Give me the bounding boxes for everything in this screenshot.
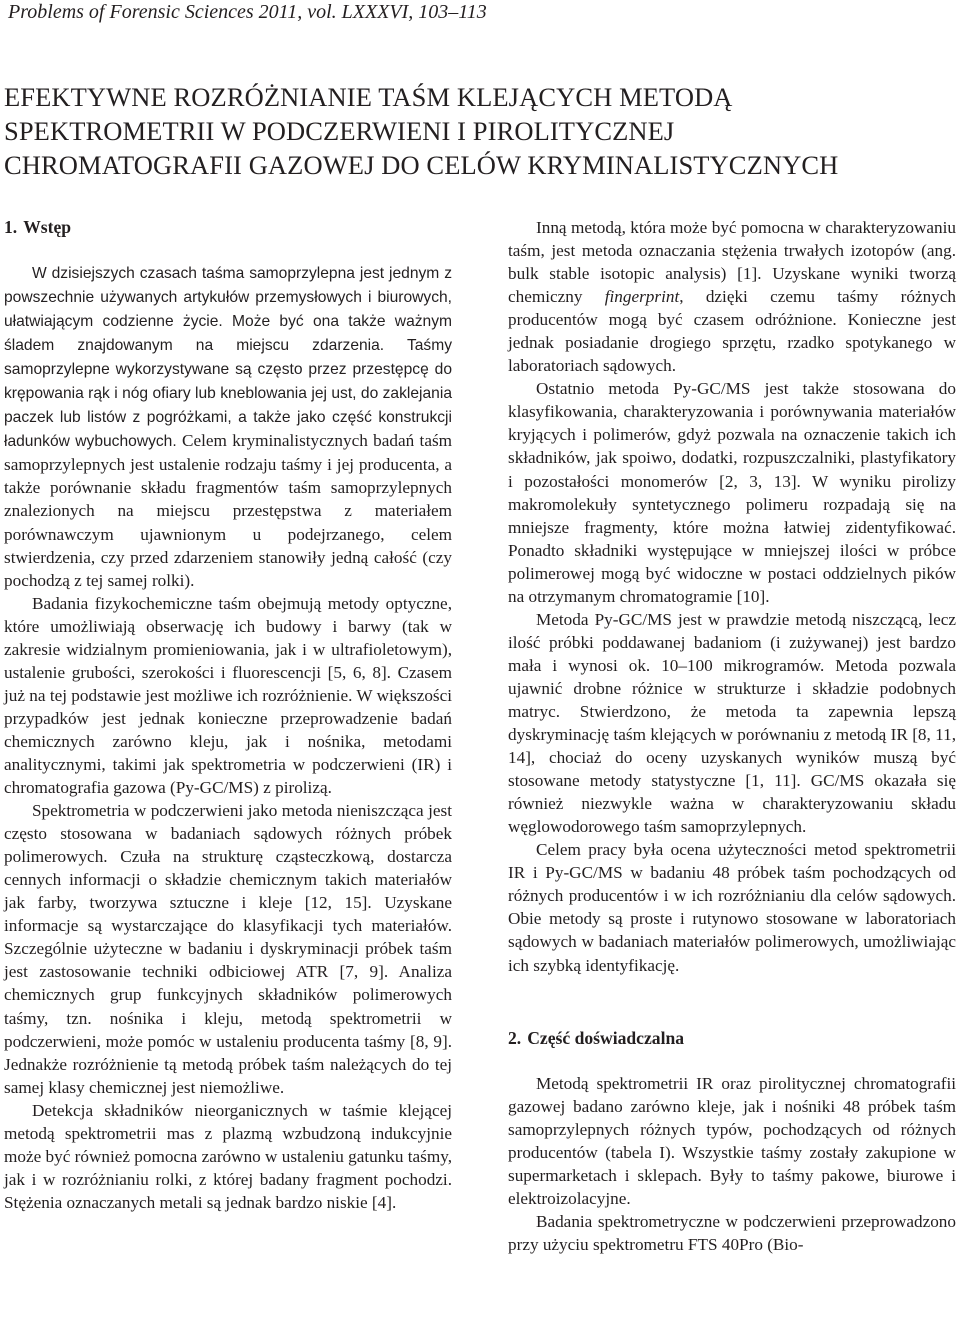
article-title: EFEKTYWNE ROZRÓŻNIANIE TAŚM KLEJĄCYCH METODĄ SPEKTROMETRII W PODCZERWIENI I PIROLITYCZNEJ CHROMATOGRAFII GAZOWEJ DO CELÓW KRYMINALISTYCZNYCH	[4, 82, 839, 180]
right-column	[508, 216, 956, 1256]
section-heading-experimental	[508, 1027, 956, 1050]
paragraph-intro-5	[508, 216, 956, 377]
paragraph-intro-4: Detekcja składników nieorganicznych w taśmie klejącej metodą spektrometrii mas z plazmą wzbudzoną indukcyjnie może być również pomocna zarówno w ustaleniu gatunku taśmy, jak i w rozróżnianiu rolki, z której badany fragment pochodzi. Stężenia oznaczanych metali są jednak bardzo niskie [4].	[4, 1100, 453, 1212]
paragraph-intro-7: Metoda Py-GC/MS jest w prawdzie metodą niszczącą, lecz ilość próbki poddawanej badaniom (i zużywanej) jest bardzo mała i wynosi ok. 10–100 mikrogramów. Metoda pozwala ujawnić drobne różnice w strukturze i składzie podobnych matryc. Stwierdzono, że metoda ta zapewnia lepszą dyskryminację taśm klejących w porównaniu z metodą IR [8, 11, 14], chociaż do oceny uzyskanych wyników muszą być stosowane metody statystyczne [1, 11]. GC/MS okazała się również niezwykle ważna w charakteryzowaniu składu węglowodorowego taśm samoprzylepnych.	[508, 609, 956, 837]
emphasis-term: fingerprint	[604, 287, 680, 307]
left-column	[4, 216, 452, 1214]
section-number: 1.	[4, 217, 18, 237]
paragraph-intro-3: Spektrometria w podczerwieni jako metoda nieniszcząca jest często stosowana w badaniach sądowych różnych próbek polimerowych. Czuła na strukturę cząsteczkową, dostarcza cennych informacji o składzie chemicznym takich materiałów jak farby, tworzywa sztuczne i kleje [12, 15]. Uzyskane informacje są wystarczające do klasyfikacji tych materiałów. Szczególnie użyteczne w badaniu i dyskryminacji próbek taśm jest zastosowanie techniki odbiciowej ATR [7, 9]. Analiza chemicznych grup funkcyjnych składników polimerowych taśmy, tzn. nośnika i kleju, metodą spektrometrii w podczerwieni, może pomóc w ustaleniu producenta taśmy [8, 9]. Jednakże rozróżnienie tą metodą próbek taśm należących do tej samej klasy chemicznej jest niemożliwe.	[4, 801, 452, 1097]
section-title: Wstęp	[23, 217, 72, 237]
section-number: 2.	[508, 1027, 522, 1048]
running-head: Problems of Forensic Sciences 2011, vol. LXXXVI, 103–113	[8, 1, 487, 23]
paragraph-intro-1	[4, 261, 452, 592]
paragraph-intro-8: Celem pracy była ocena użyteczności metod spektrometrii IR i Py-GC/MS w badaniu 48 próbek taśm pochodzących od różnych producentów i w ich rozróżnianiu dla celów sądowych. Obie metody są proste i rutynowo stosowane w laboratoriach sądowych w badaniach materiałów polimerowych, umożliwiając ich szybką identyfikację.	[508, 840, 956, 975]
section-heading-intro	[4, 216, 452, 239]
paragraph-text: Inną metodą, która może być pomocna w charakteryzowaniu taśm, jest metoda oznaczania stężenia trwałych izotopów (ang. bulk stable isotopic analysis) [1]. Uzyskane wyniki tworzą chemiczny	[508, 218, 956, 307]
section-title: Część doświadczalna	[527, 1027, 685, 1048]
paragraph-intro-6: Ostatnio metoda Py-GC/MS jest także stosowana do klasyfikowania, charakteryzowania i porównywania materiałów kryjących i polimerów, gdyż pozwala na oznaczenie takich ich składników, jak spoiwo, dodatki, rozpuszczalniki, plastyfikatory i pozostałości monomerów [2, 3, 13]. W wyniku pirolizy makromolekuły syntetycznego polimeru rozpadają się na mniejsze fragmenty, które można łatwiej zidentyfikować. Ponadto składniki występujące w mniejszej ilości w próbce polimerowej mogą być widoczne w postaci oddzielnych pików na otrzymanym chromatogramie [10].	[508, 379, 956, 606]
abstract-text: W dzisiejszych czasach taśma samoprzylepna jest jednym z powszechnie używanych artykułów przemysłowych i biurowych, ułatwiającym codzienne życie. Może być ona także ważnym śladem znajdowanym na miejscu zdarzenia. Taśmy samoprzylepne wykorzystywane są często przez przestępcę do krępowania rąk i nóg ofiary lub kneblowania jej ust, do zaklejania paczek lub listów z pogróżkami, a także jako część konstrukcji ładunków wybuchowych.	[4, 265, 452, 451]
paragraph-text: Celem kryminalistycznych badań taśm samoprzylepnych jest ustalenie rodzaju taśmy i jej producenta, a także porównanie składu fragmentów taśm samoprzylepnych znalezionych na miejscu przestępstwa z materiałem porównawczym ujawnionym u podejrzanego, celem stwierdzenia, czy przed zdarzeniem stanowiły jedną całość (czy pochodzą z tej samej rolki).	[4, 431, 453, 590]
paragraph-text: , dzięki czemu taśmy różnych producentów mogą być czasem odróżnione. Konieczne jest jednak posiadanie drogiego sprzętu, rzadko spotykanego w laboratoriach sądowych.	[508, 287, 956, 376]
paragraph-experimental-1: Metodą spektrometrii IR oraz pirolitycznej chromatografii gazowej badano zarówno kleje, jak i nośniki 48 próbek taśm samoprzylepnych różnych typów, pochodzących od różnych producentów (tabela I). Wszystkie taśmy zostały zakupione w supermarketach i sklepach. Były to taśmy pakowe, biurowe i elektroizolacyjne.	[508, 1073, 956, 1208]
paragraph-experimental-2: Badania spektrometryczne w podczerwieni przeprowadzono przy użyciu spektrometru FTS 40Pro (Bio-	[508, 1211, 956, 1254]
paragraph-intro-2: Badania fizykochemiczne taśm obejmują metody optyczne, które umożliwiają obserwację ich budowy i barwy (tak w zakresie widzialnym promieniowania, jak i w ultrafioletowym), ustalenie grubości, szerokości i fluorescencji [5, 6, 8]. Czasem już na tej podstawie jest możliwe ich rozróżnienie. W większości przypadków jest jednak konieczne przeprowadzenie badań chemicznych zarówno kleju, jak i nośnika, metodami analitycznymi, takimi jak spektrometria w podczerwieni (IR) i chromatografia gazowa (Py-GC/MS) z pirolizą.	[4, 593, 453, 798]
